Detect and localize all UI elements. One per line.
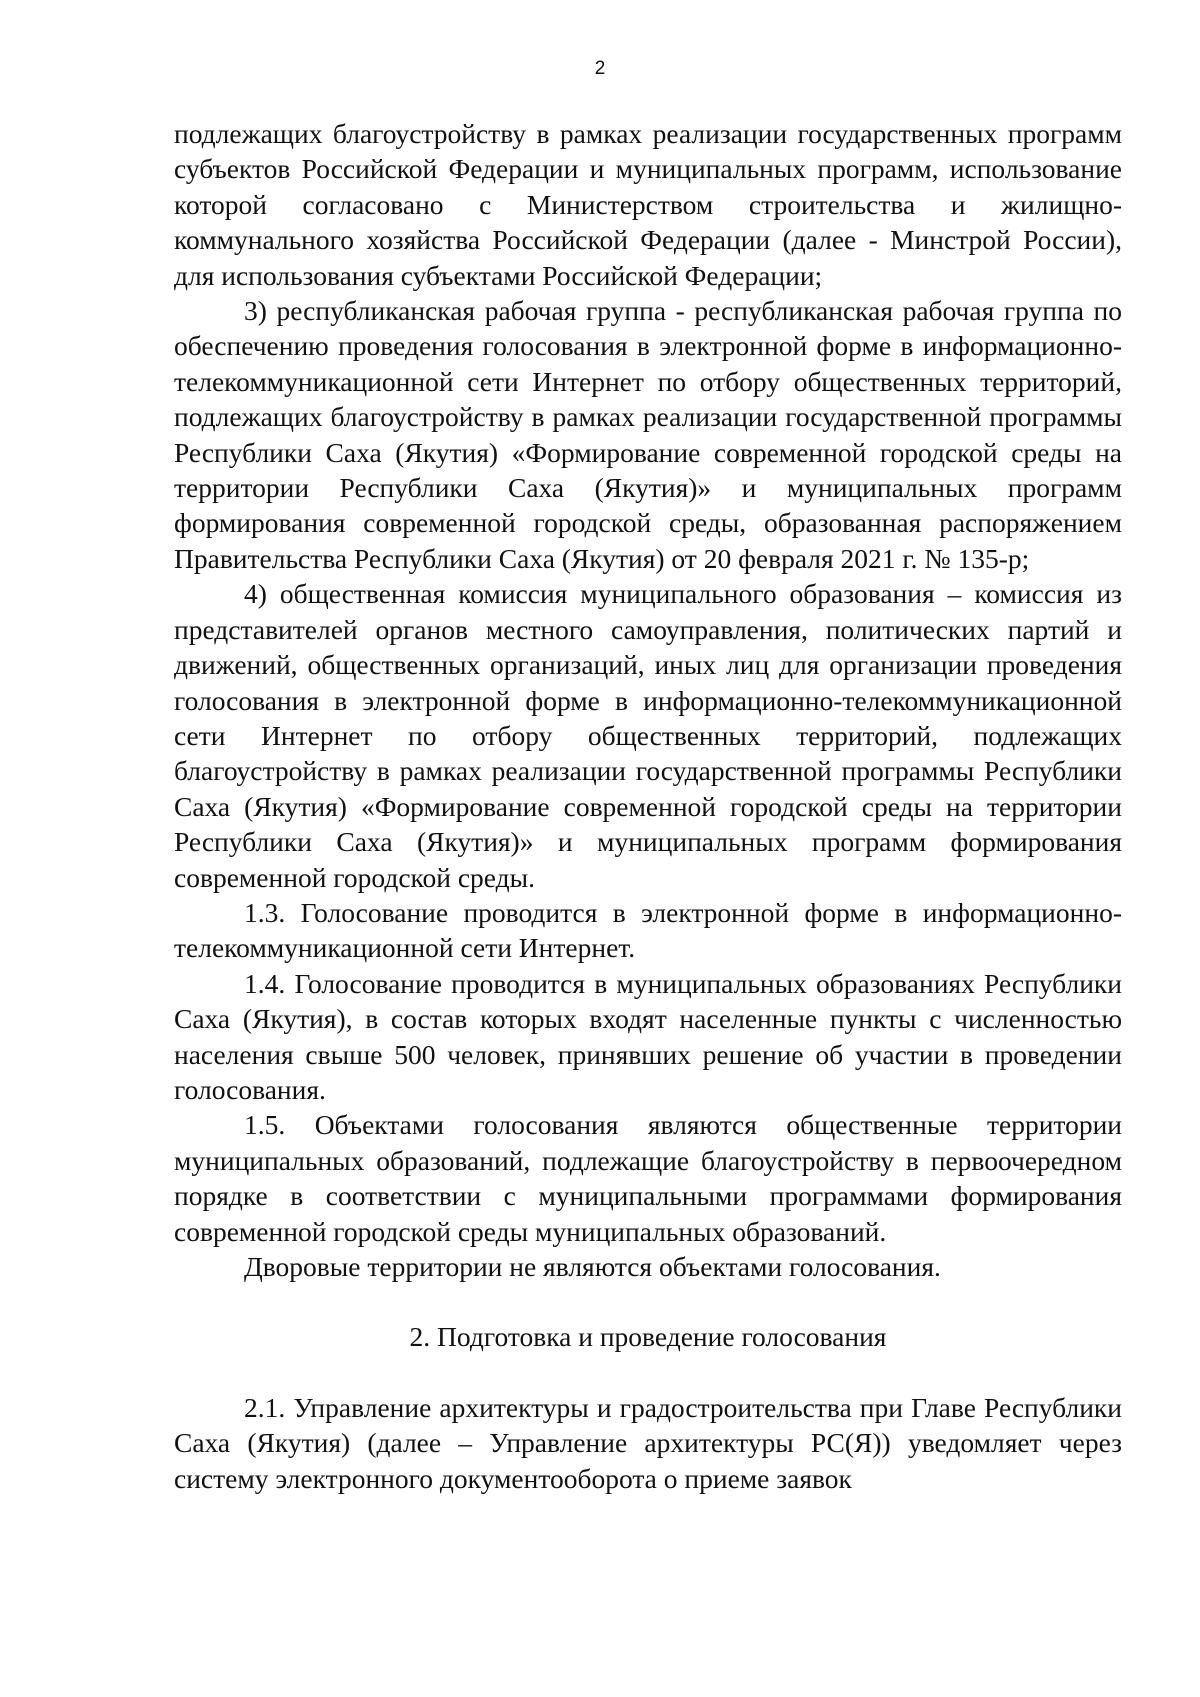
paragraph: 1.4. Голосование проводится в муниципальных образованиях Республики Саха (Якутия), в состав которых входят населенные пункты с численностью населения свыше 500 человек, принявших решение об участии в проведении голосования. xyxy=(174,967,1122,1105)
paragraph: 4) общественная комиссия муниципального образования – комиссия из представителей органов местного самоуправления, политических партий и движений, общественных организаций, иных лиц для организации проведения голосования в электронной форме в информационно-телекоммуникационной сети Интернет по отбору общественных территорий, подлежащих благоустройству в рамках реализации государственной программы Республики Саха (Якутия) «Формирование современной городской среды на территории Республики Саха (Якутия)» и муниципальных программ формирования современной городской среды. xyxy=(174,578,1122,893)
paragraph: 2.1. Управление архитектуры и градостроительства при Главе Республики Саха (Якутия) (далее – Управление архитектуры РС(Я)) уведомляет через систему электронного документооборота о приеме заявок xyxy=(174,1391,1122,1494)
section-heading: 2. Подготовка и проведение голосования xyxy=(409,1321,887,1353)
paragraph: 1.3. Голосование проводится в электронной форме в информационно-телекоммуникационной сети Интернет. xyxy=(174,896,1122,964)
paragraph: 1.5. Объектами голосования являются общественные территории муниципальных образований, подлежащие благоустройству в первоочередном порядке в соответствии с муниципальными программами формирования современной городской среды муниципальных образований. xyxy=(174,1109,1122,1247)
document-body xyxy=(174,116,1122,1496)
paragraph: подлежащих благоустройству в рамках реализации государственных программ субъектов Российской Федерации и муниципальных программ, использование которой согласовано с Министерством строительства и жилищно-коммунального хозяйства Российской Федерации (далее - Минстрой России), для использования субъектами Российской Федерации; xyxy=(174,118,1122,291)
paragraph: Дворовые территории не являются объектами голосования. xyxy=(244,1251,941,1282)
page-number: 2 xyxy=(594,58,606,79)
paragraph: 3) республиканская рабочая группа - республиканская рабочая группа по обеспечению проведения голосования в электронной форме в информационно-телекоммуникационной сети Интернет по отбору общественных территорий, подлежащих благоустройству в рамках реализации государственной программы Республики Саха (Якутия) «Формирование современной городской среды на территории Республики Саха (Якутия)» и муниципальных программ формирования современной городской среды, образованная распоряжением Правительства Республики Саха (Якутия) от 20 февраля 2021 г. № 135-р; xyxy=(174,295,1122,574)
